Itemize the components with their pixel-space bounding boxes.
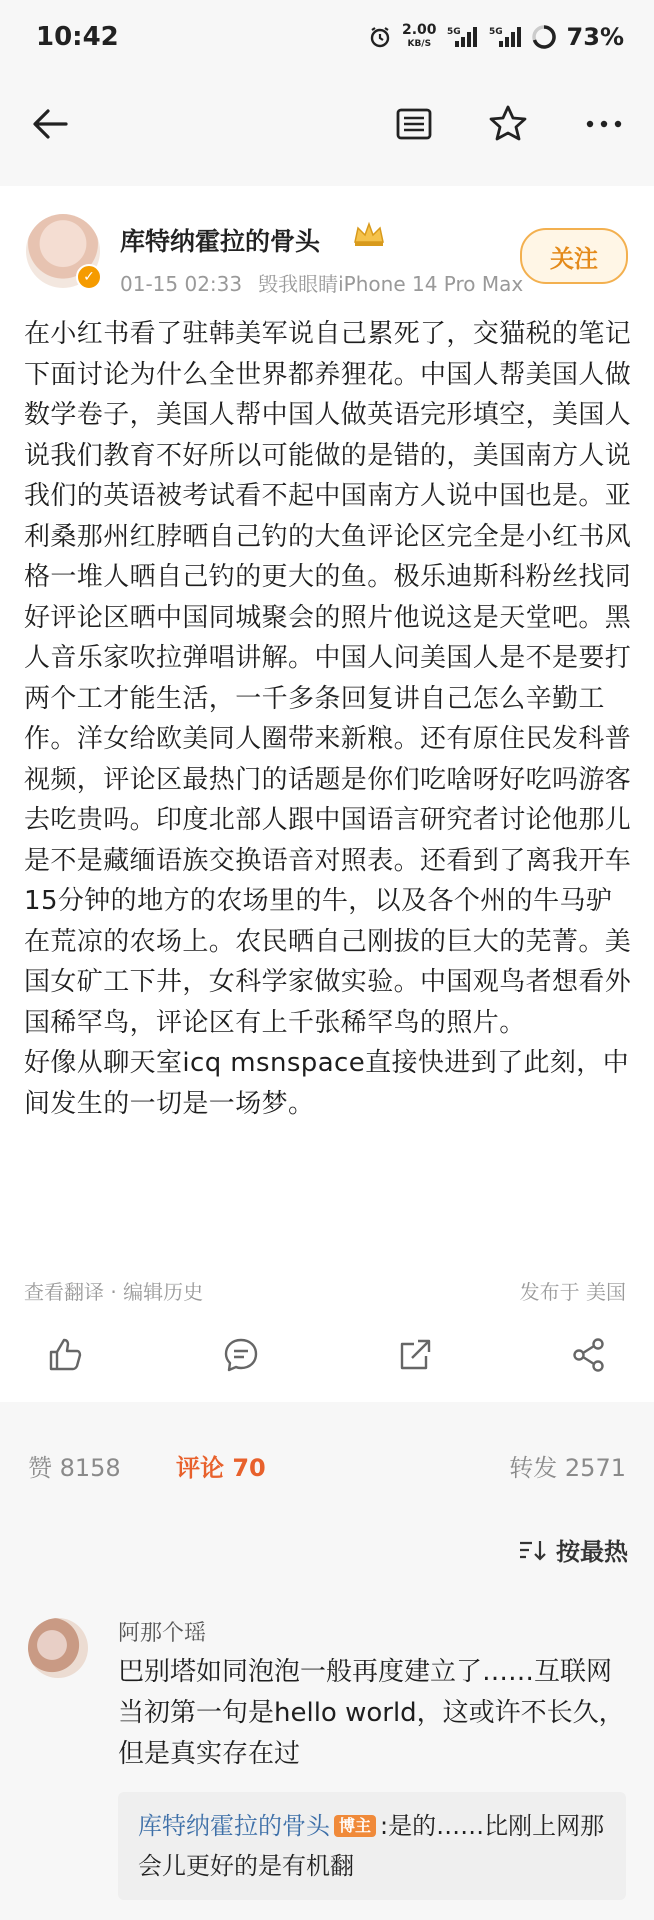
crown-icon (352, 220, 386, 248)
author-name[interactable]: 库特纳霍拉的骨头 (120, 227, 321, 256)
follow-button[interactable]: 关注 (520, 228, 628, 284)
svg-text:5G: 5G (446, 27, 461, 37)
svg-text:5G: 5G (488, 27, 503, 37)
post-footer-links[interactable]: 查看翻译 · 编辑历史 (24, 1280, 204, 1304)
commenter-name[interactable]: 阿那个瑶 (118, 1621, 207, 1646)
tab-comments[interactable]: 评论 70 (176, 1454, 266, 1482)
reply-box[interactable] (118, 1792, 626, 1900)
verified-icon: ✓ (76, 264, 102, 290)
author-avatar[interactable] (26, 214, 100, 288)
reply-content (138, 1806, 608, 1886)
post-body: 在小红书看了驻韩美军说自己累死了，交猫税的笔记下面讨论为什么全世界都养狸花。中国人帮美国人做数学卷子，美国人帮中国人做英语完形填空，美国人说我们教育不好所以可能做的是错的，美国南方人说我们的英语被考试看不起中国南方人说中国也是。亚利桑那州红脖晒自己钓的大鱼评论区完全是小红书风格一堆人晒自己钓的更大的鱼。极乐迪斯科粉丝找同好评论区晒中国同城聚会的照片他说这是天堂吧。黑人音乐家吹拉弹唱讲解。中国人问美国人是不是要打两个工才能生活，一千多条回复讲自己怎么辛勤工作。洋女给欧美同人圈带来新粮。还有原住民发科普视频，评论区最热门的话题是你们吃啥呀好吃吗游客去吃贵吗。印度北部人跟中国语言研究者讨论他那儿是不是藏缅语族交换语音对照表。还看到了离我开车15分钟的地方的农场里的牛，以及各个州的牛马驴在荒凉的农场上。农民晒自己刚拔的巨大的芜菁。美国女矿工下井，女科学家做实验。中国观鸟者想看外国稀罕鸟，评论区有上千张稀罕鸟的照片。 好像从聊天室icq msnspace直接快进到了此刻，中间发生的一切是一场梦。 (24, 319, 632, 1119)
post-stats (0, 1430, 654, 1500)
post-device: 毁我眼睛iPhone 14 Pro Max (258, 272, 524, 296)
repost-icon[interactable] (396, 1336, 434, 1374)
op-badge: 博主 (334, 1815, 376, 1837)
net-speed (402, 23, 437, 51)
alarm-icon (368, 25, 392, 49)
battery-ring-icon (531, 24, 557, 50)
sort-icon (518, 1538, 548, 1562)
signal-5g-icon (447, 25, 477, 49)
status-icons (368, 20, 624, 54)
sort-toggle[interactable] (518, 1532, 628, 1567)
commenter-avatar[interactable] (28, 1618, 88, 1678)
post-meta (120, 268, 523, 297)
star-icon[interactable] (486, 102, 530, 146)
reply-author[interactable]: 库特纳霍拉的骨头 (138, 1812, 330, 1840)
signal-5g-icon-2 (487, 25, 521, 49)
comment-icon[interactable] (222, 1336, 260, 1374)
comment-text: 巴别塔如同泡泡一般再度建立了……互联网当初第一句是hello world，这或许不长久，但是真实存在过 (118, 1657, 625, 1769)
post-location: 发布于 美国 (519, 1280, 626, 1304)
battery-level: 73% (566, 23, 624, 51)
tab-reposts[interactable]: 转发 2571 (509, 1454, 626, 1482)
comment-item (0, 1594, 654, 1920)
reply-text: :是的……比刚上网那会儿更好的是有机翻 (138, 1812, 605, 1880)
tab-likes[interactable]: 赞 8158 (28, 1454, 121, 1482)
like-icon[interactable] (46, 1336, 84, 1374)
sort-label: 按最热 (556, 1538, 628, 1566)
net-speed-unit: KB/S (407, 39, 432, 49)
post-actions (0, 1326, 654, 1386)
net-speed-value: 2.00 (402, 22, 437, 38)
arrow-left-icon[interactable] (28, 102, 72, 146)
post-date: 01-15 02:33 (120, 272, 243, 296)
status-time: 10:42 (36, 22, 119, 52)
more-icon[interactable] (582, 102, 626, 146)
reader-mode-icon[interactable] (392, 102, 436, 146)
status-bar (0, 0, 654, 72)
post-card (0, 186, 654, 1402)
share-icon[interactable] (570, 1336, 608, 1374)
nav-bar (0, 72, 654, 178)
